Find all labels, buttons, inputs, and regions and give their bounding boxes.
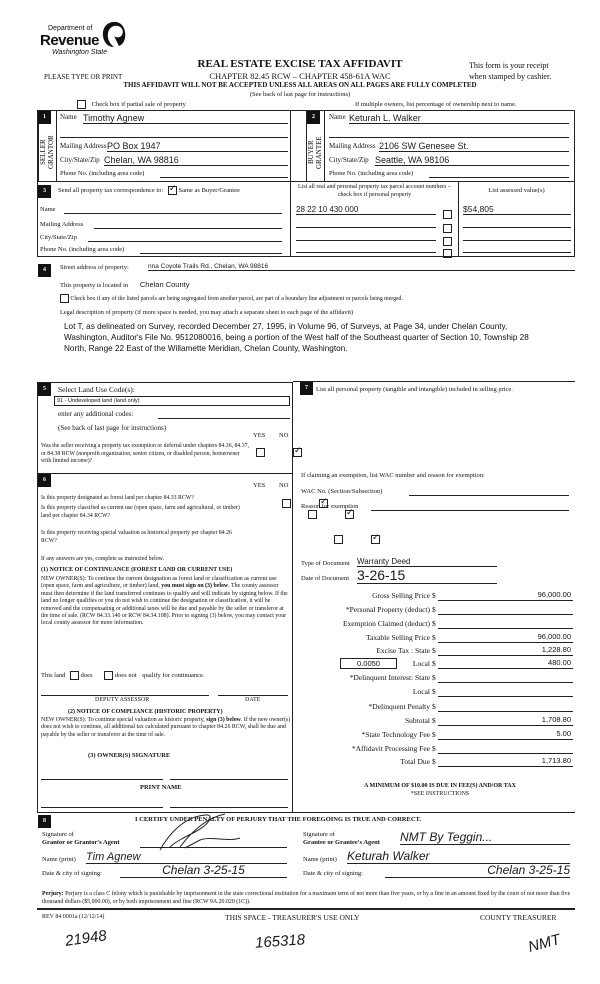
excise-local-row: 0.0050 Local $ 480.00	[300, 658, 580, 670]
section-number-7: 7	[300, 382, 313, 395]
buyer-mailing-field[interactable]: 2106 SW Genesee St.	[379, 141, 569, 152]
receipt-note-2: when stamped by cashier.	[469, 72, 552, 81]
grantee-name-label: Name (print)	[303, 856, 337, 863]
print-name-line-2[interactable]	[170, 807, 288, 808]
section-number-4: 4	[38, 264, 51, 277]
revision-number: REV 84 0001a (12/12/14)	[42, 914, 105, 920]
exemption-claimed-row: Exemption Claimed (deduct) $	[300, 618, 580, 630]
seller-mailing-row: Mailing Address PO Box 1947	[60, 142, 288, 153]
notice2-title: (2) NOTICE OF COMPLIANCE (HISTORIC PROPERTY)	[68, 709, 223, 715]
handwritten-initials-right: NMT	[526, 931, 563, 956]
form-title: REAL ESTATE EXCISE TAX AFFIDAVIT	[197, 58, 403, 70]
section-number-5: 5	[38, 383, 51, 396]
see-instructions-note: *SEE INSTRUCTIONS	[410, 791, 470, 797]
partial-sale-checkbox[interactable]	[77, 100, 86, 109]
land-use-label: Select Land Use Code(s):	[58, 385, 135, 394]
grantee-name-field[interactable]: Keturah Walker	[347, 849, 570, 864]
total-due-row: Total Due $ 1,713.80	[400, 756, 571, 766]
local-rate-field[interactable]: 0.0050	[340, 658, 397, 669]
delinquent-penalty-field[interactable]	[438, 701, 573, 712]
current-use-question: Is this property classified as current use (open space, farm and agricultural, or timber) land per chapter 84.34 RCW?	[41, 505, 240, 519]
certify-statement: I CERTIFY UNDER PENALTY OF PERJURY THAT THE FOREGOING IS TRUE AND CORRECT.	[135, 816, 422, 823]
notice1-title: (1) NOTICE OF CONTINUANCE (FOREST LAND OR CURRENT USE)	[41, 567, 233, 573]
delinquent-interest-local-row: Local $	[300, 686, 580, 698]
historical-question: Is this property receiving special valuation as historical property per chapter 84.26 RCW?	[41, 530, 232, 544]
parcel-row	[296, 205, 456, 215]
excise-state-field[interactable]: 1,228.80	[438, 645, 573, 656]
buyer-phone-field[interactable]	[429, 170, 569, 178]
completion-warning: THIS AFFIDAVIT WILL NOT BE ACCEPTED UNLESS ALL AREAS ON ALL PAGES ARE FULLY COMPLETED	[123, 81, 477, 89]
legal-description-text[interactable]: Lot T, as delineated on Survey, recorded December 27, 1995, in Volume 96, of Surveys, at Page 34, under Chelan County, Washington, Auditor's File No. 9512080016, being a portion of the West half of the Southeast quarter of Section 10, Township 28 North, Range 22 East of the Willamette Meridian, Chelan County, Washington.	[64, 322, 529, 353]
doc-date-row: Date of Document 3-26-15	[301, 575, 349, 582]
deputy-assessor-label: DEPUTY ASSESSOR	[95, 697, 150, 703]
owner-signature-title: (3) OWNER(S) SIGNATURE	[88, 752, 171, 759]
land-use-code-field[interactable]: 91 - Undeveloped land (land only)	[54, 396, 290, 406]
date-label: DATE	[245, 697, 261, 703]
delinquent-interest-local-field[interactable]	[438, 686, 573, 697]
delinquent-penalty-row: *Delinquent Penalty $	[300, 701, 580, 713]
chapter-ref: CHAPTER 82.45 RCW – CHAPTER 458-61A WAC	[209, 71, 391, 81]
assessed-value-field[interactable]	[463, 232, 571, 241]
personal-property-row: *Personal Property (deduct) $	[300, 604, 580, 616]
parcel-row	[296, 219, 456, 229]
grantor-date-city-label: Date & city of signing:	[42, 870, 102, 877]
please-type: PLEASE TYPE OR PRINT	[44, 73, 123, 81]
buyer-city-row: City/State/Zip Seattle, WA 98106	[329, 156, 569, 167]
subtotal-field[interactable]: 1,708.80	[438, 715, 573, 726]
correspondence-mailing-row: Mailing Address	[40, 221, 285, 228]
grantee-date-city-label: Date & city of signing:	[303, 870, 363, 877]
grantor-signature-scribble	[140, 812, 250, 852]
does-not-qualify-checkbox[interactable]	[104, 671, 113, 680]
same-as-buyer-checkbox[interactable]	[168, 186, 177, 195]
send-correspondence-row: Send all property tax correspondence to: ✓ Same as Buyer/Grantee	[58, 186, 240, 195]
seller-name-row: Name Timothy Agnew	[60, 113, 288, 124]
affidavit-processing-fee-row: *Affidavit Processing Fee $	[300, 743, 580, 755]
correspondence-phone-field[interactable]	[140, 246, 282, 254]
seller-phone-field[interactable]	[160, 170, 288, 178]
grantor-signature-label: Signature of Grantor or Grantor's Agent	[42, 831, 120, 846]
owner-signature-line-1[interactable]	[41, 779, 163, 780]
seller-grantor-label: SELLER GRANTOR	[38, 124, 56, 181]
minimum-due-note: A MINIMUM OF $10.00 IS DUE IN FEE(S) AND/OR TAX	[364, 783, 516, 789]
gross-selling-price-row: Gross Selling Price $ 96,000.00	[372, 590, 571, 600]
logo-line2: Revenue	[40, 32, 100, 49]
print-name-line-1[interactable]	[41, 807, 163, 808]
buyer-name-row: Name Keturah L. Walker	[329, 113, 569, 124]
dor-swirl-logo-icon	[100, 20, 126, 48]
partial-sale-row	[77, 100, 186, 109]
grantor-date-city-field[interactable]: Chelan 3-25-15	[120, 863, 287, 878]
notice1-text: NEW OWNER(S): To continue the current designation as forest land or classification as current use (open space, farm and agriculture, or timber) land, you must sign on (3) below. The county assessor must then determine if the land transferred continues to qualify and will indicate by signing below. If the land no longer qualifies or you do not wish to continue the designation or classification, it will be removed and the compensating or additional taxes will be due and payable by the seller or transferor at the time of sale. (RCW 84.33.140 or RCW 84.34.108). Prior to signing (3) below, you may contact your local county assessor for more information.	[41, 576, 288, 627]
this-land-row: This land does does not qualify for continuance.	[41, 671, 205, 679]
grantor-name-label: Name (print)	[42, 856, 76, 863]
buyer-grantee-label: BUYER GRANTEE	[306, 124, 324, 181]
additional-codes-row: enter any additional codes:	[58, 410, 133, 418]
owner-signature-line-2[interactable]	[170, 779, 288, 780]
grantor-name-field[interactable]: Tim Agnew	[86, 851, 287, 864]
reason-field[interactable]	[371, 503, 569, 511]
buyer-city-field[interactable]: Seattle, WA 98106	[375, 155, 569, 166]
subtotal-row: Subtotal $ 1,708.80	[404, 715, 571, 725]
affidavit-processing-fee-field[interactable]	[438, 743, 573, 754]
segregated-checkbox[interactable]	[60, 294, 69, 303]
see-back-instructions: (See back of last page for instructions)	[58, 424, 167, 432]
section-number-3: 3	[38, 185, 51, 198]
grantee-signature-label: Signature of Grantee or Grantee's Agent	[303, 831, 380, 846]
handwritten-number-center: 165318	[254, 931, 306, 952]
additional-codes-field[interactable]	[158, 410, 290, 419]
personal-property-checkbox[interactable]	[443, 249, 452, 258]
doc-type-row: Type of Document Warranty Deed	[301, 560, 350, 567]
exemption-yes-checkbox[interactable]	[256, 448, 265, 457]
exemption-claim-label: If claiming an exemption, list WAC number and reason for exemption:	[301, 472, 485, 479]
if-yes-note: If any answers are yes, complete as instructed below.	[41, 556, 164, 562]
section-number-6: 6	[38, 474, 51, 487]
total-due-field[interactable]: 1,713.80	[438, 756, 573, 767]
no-header-6: NO	[279, 482, 289, 489]
grantee-date-city-field[interactable]: Chelan 3-25-15	[385, 863, 570, 878]
handwritten-number-left: 21948	[64, 927, 108, 950]
parcel-number-field[interactable]	[296, 232, 436, 241]
assessed-header: List assessed value(s)	[488, 187, 545, 194]
wac-row: WAC No. (Section/Subsection)	[301, 488, 382, 495]
excise-state-row: Excise Tax : State $ 1,228.80	[376, 645, 571, 655]
section-number-8: 8	[38, 815, 51, 828]
multiple-owners-note: If multiple owners, list percentage of ownership next to name.	[355, 101, 517, 108]
delinquent-interest-state-field[interactable]	[438, 672, 573, 683]
correspondence-name-row: Name	[40, 206, 285, 213]
perjury-notice: Perjury: Perjury is a class C felony which is punishable by imprisonment in the state correctional institution for a maximum term of not more than five years, or by a fine in an amount fixed by the court of not more than five thousand dollars ($5,000.00), or by both imprisonment and fine (RCW 9A.20.020 (1C)).	[42, 891, 571, 905]
parcel-row	[296, 232, 456, 242]
correspondence-mailing-field[interactable]	[94, 221, 282, 229]
county-value: Chelan County	[139, 280, 190, 289]
county-treasurer-label: COUNTY TREASURER	[480, 913, 557, 922]
forest-land-yes-checkbox[interactable]	[282, 499, 291, 508]
parcel-number-field[interactable]	[296, 244, 436, 253]
correspondence-name-field[interactable]	[64, 206, 282, 214]
logo-line3: Washington State	[52, 49, 108, 56]
assessed-value-field[interactable]	[463, 219, 571, 228]
seller-phone-row: Phone No. (including area code)	[60, 170, 288, 180]
seller-mailing-field[interactable]: PO Box 1947	[107, 141, 288, 152]
taxable-selling-price-row: Taxable Selling Price $ 96,000.00	[365, 632, 571, 642]
personal-property-field[interactable]	[438, 604, 573, 615]
state-technology-fee-row: *State Technology Fee $ 5.00	[361, 729, 571, 739]
no-header-5: NO	[279, 432, 289, 439]
forest-land-question: Is this property designated as forest land per chapter 84.33 RCW?	[41, 495, 194, 501]
parcel-header: List all real and personal property tax parcel account numbers – check box if personal property	[298, 184, 451, 198]
seller-city-row: City/State/Zip Chelan, WA 98816	[60, 156, 288, 167]
receipt-note-1: This form is your receipt	[469, 61, 549, 70]
state-technology-fee-field[interactable]: 5.00	[438, 729, 573, 740]
correspondence-phone-row: Phone No. (including area code)	[40, 246, 285, 253]
seller-name-field[interactable]: Timothy Agnew	[83, 113, 288, 124]
correspondence-city-field[interactable]	[88, 234, 282, 242]
treasurer-use-label: THIS SPACE - TREASURER'S USE ONLY	[225, 913, 360, 922]
taxable-selling-price-field[interactable]: 96,000.00	[438, 632, 573, 643]
parcel-row	[296, 244, 456, 254]
dor-logo	[38, 18, 138, 64]
partial-sale-label: Check box if partial sale of property	[91, 100, 186, 108]
delinquent-interest-state-row: *Delinquent Interest: State $	[300, 672, 580, 684]
grantee-signature-field[interactable]: NMT By Teggin...	[400, 830, 570, 845]
gross-selling-price-field[interactable]: 96,000.00	[438, 590, 573, 601]
assessed-value-field[interactable]: $54,805	[463, 204, 571, 215]
doc-type-field[interactable]: Warranty Deed	[357, 557, 497, 567]
notice2-text: NEW OWNER(S): To continue special valuation as historic property, sign (3) below. If the new owner(s) does not wish to continue, all additional tax calculated pursuant to chapter 84.26 RCW, shall be due and payable by the seller or transferor at the time of sale.	[41, 717, 291, 738]
street-address-row: Street address of property: nna Coyote Trails Rd., Chelan, WA 98816	[60, 264, 575, 271]
assessor-date-line[interactable]	[218, 695, 288, 696]
excise-local-field[interactable]: 480.00	[438, 658, 573, 669]
yes-header-6: YES	[253, 482, 266, 489]
yes-header-5: YES	[253, 432, 266, 439]
exemption-question: Was the seller receiving a property tax exemption or deferral under chapters 84.36, 84.37, or 84.38 RCW (nonprofit organization, senior citizen, or disabled person, homeowner with limited income)?	[41, 443, 249, 464]
county-row: This property is located in Chelan County	[60, 280, 190, 289]
section-number-2: 2	[307, 111, 320, 124]
does-qualify-checkbox[interactable]	[70, 671, 79, 680]
logo-line1: Department of	[48, 25, 93, 32]
parcel-number-field[interactable]: 28 22 10 430 000	[296, 205, 436, 215]
see-back-note: (See back of last page for instructions)	[249, 91, 351, 98]
assessed-value-field[interactable]	[463, 244, 571, 253]
street-address-field[interactable]: nna Coyote Trails Rd., Chelan, WA 98816	[148, 263, 575, 271]
section-number-1: 1	[38, 111, 51, 124]
correspondence-city-row: City/State/Zip	[40, 234, 285, 241]
exemption-claimed-field[interactable]	[438, 618, 573, 629]
seller-city-field[interactable]: Chelan, WA 98816	[104, 155, 288, 166]
doc-date-field[interactable]: 3-26-15	[357, 567, 497, 584]
segregated-row: Check box if any of the listed parcels are being segregated from another parcel, are part of a boundary line adjustment or parcels being merged.	[60, 294, 403, 303]
buyer-mailing-row: Mailing Address 2106 SW Genesee St.	[329, 142, 569, 153]
wac-field[interactable]	[409, 488, 569, 496]
legal-description-label: Legal description of property (if more space is needed, you may attach a separate sheet to each page of the affidavit)	[60, 309, 354, 316]
personal-property-label: List all personal property (tangible and intangible) included in selling price.	[316, 386, 513, 393]
print-name-label: PRINT NAME	[140, 784, 182, 791]
buyer-phone-row: Phone No. (including area code)	[329, 170, 569, 180]
buyer-name-field[interactable]: Keturah L. Walker	[349, 113, 569, 124]
parcel-number-field[interactable]	[296, 219, 436, 228]
deputy-assessor-line[interactable]	[41, 695, 209, 696]
reason-row: Reason for exemption	[301, 503, 358, 510]
personal-property-checkbox[interactable]	[443, 210, 452, 219]
